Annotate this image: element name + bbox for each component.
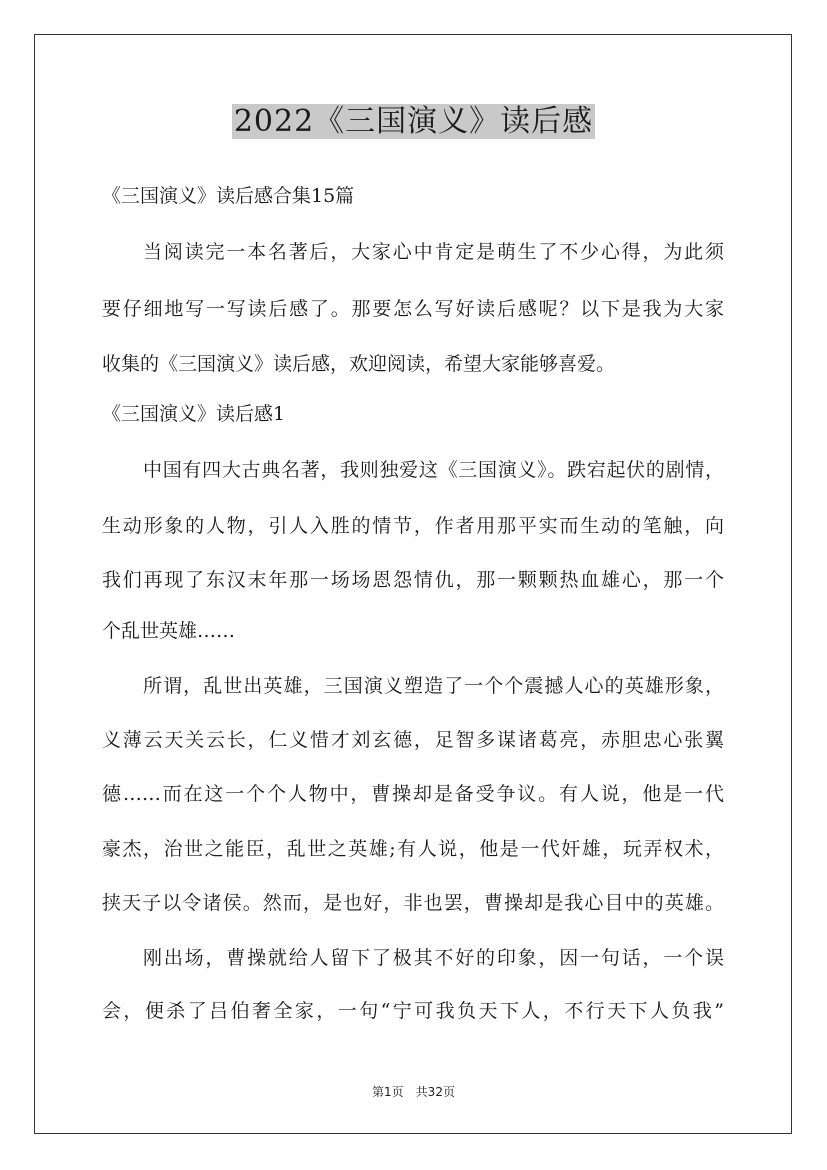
paragraph-line: 当阅读完一本名著后，大家心中肯定是萌生了不少心得，为此须 [143, 241, 724, 263]
paragraph-line: 刚出场，曹操就给人留下了极其不好的印象，因一句话，一个误 [143, 947, 724, 969]
paragraph-line: 德……而在这一个个人物中，曹操却是备受争议。有人说，他是一代 [102, 783, 724, 805]
subtitle-line: 《三国演义》读后感合集15篇 [102, 185, 355, 207]
paragraph-line: 要仔细地写一写读后感了。那要怎么写好读后感呢？以下是我为大家 [102, 298, 724, 320]
document-title: 2022《三国演义》读后感 [233, 104, 594, 139]
paragraph-line: 我们再现了东汉末年那一场场恩怨情仇，那一颗颗热血雄心，那一个 [102, 569, 724, 591]
paragraph-line: 收集的《三国演义》读后感，欢迎阅读，希望大家能够喜爱。 [102, 353, 616, 375]
paragraph-line: 所谓，乱世出英雄，三国演义塑造了一个个震撼人心的英雄形象， [143, 675, 724, 697]
paragraph-line: 挟天子以令诸侯。然而，是也好，非也罢，曹操却是我心目中的英雄。 [102, 892, 724, 914]
paragraph-line: 豪杰，治世之能臣，乱世之英雄;有人说，他是一代奸雄，玩弄权术， [102, 838, 724, 860]
page-footer: 第1页 共32页 [372, 1085, 455, 1099]
paragraph-line: 个乱世英雄…… [102, 620, 236, 642]
section-heading: 《三国演义》读后感1 [102, 403, 286, 425]
paragraph-line: 生动形象的人物，引人入胜的情节，作者用那平实而生动的笔触，向 [102, 515, 724, 537]
paragraph-line: 义薄云天关云长，仁义惜才刘玄德，足智多谋诸葛亮，赤胆忠心张翼 [102, 729, 724, 751]
paragraph-line: 会，便杀了吕伯奢全家，一句“宁可我负天下人，不行天下人负我” [102, 1000, 724, 1022]
paragraph-line: 中国有四大古典名著，我则独爱这《三国演义》。跌宕起伏的剧情， [143, 459, 724, 481]
